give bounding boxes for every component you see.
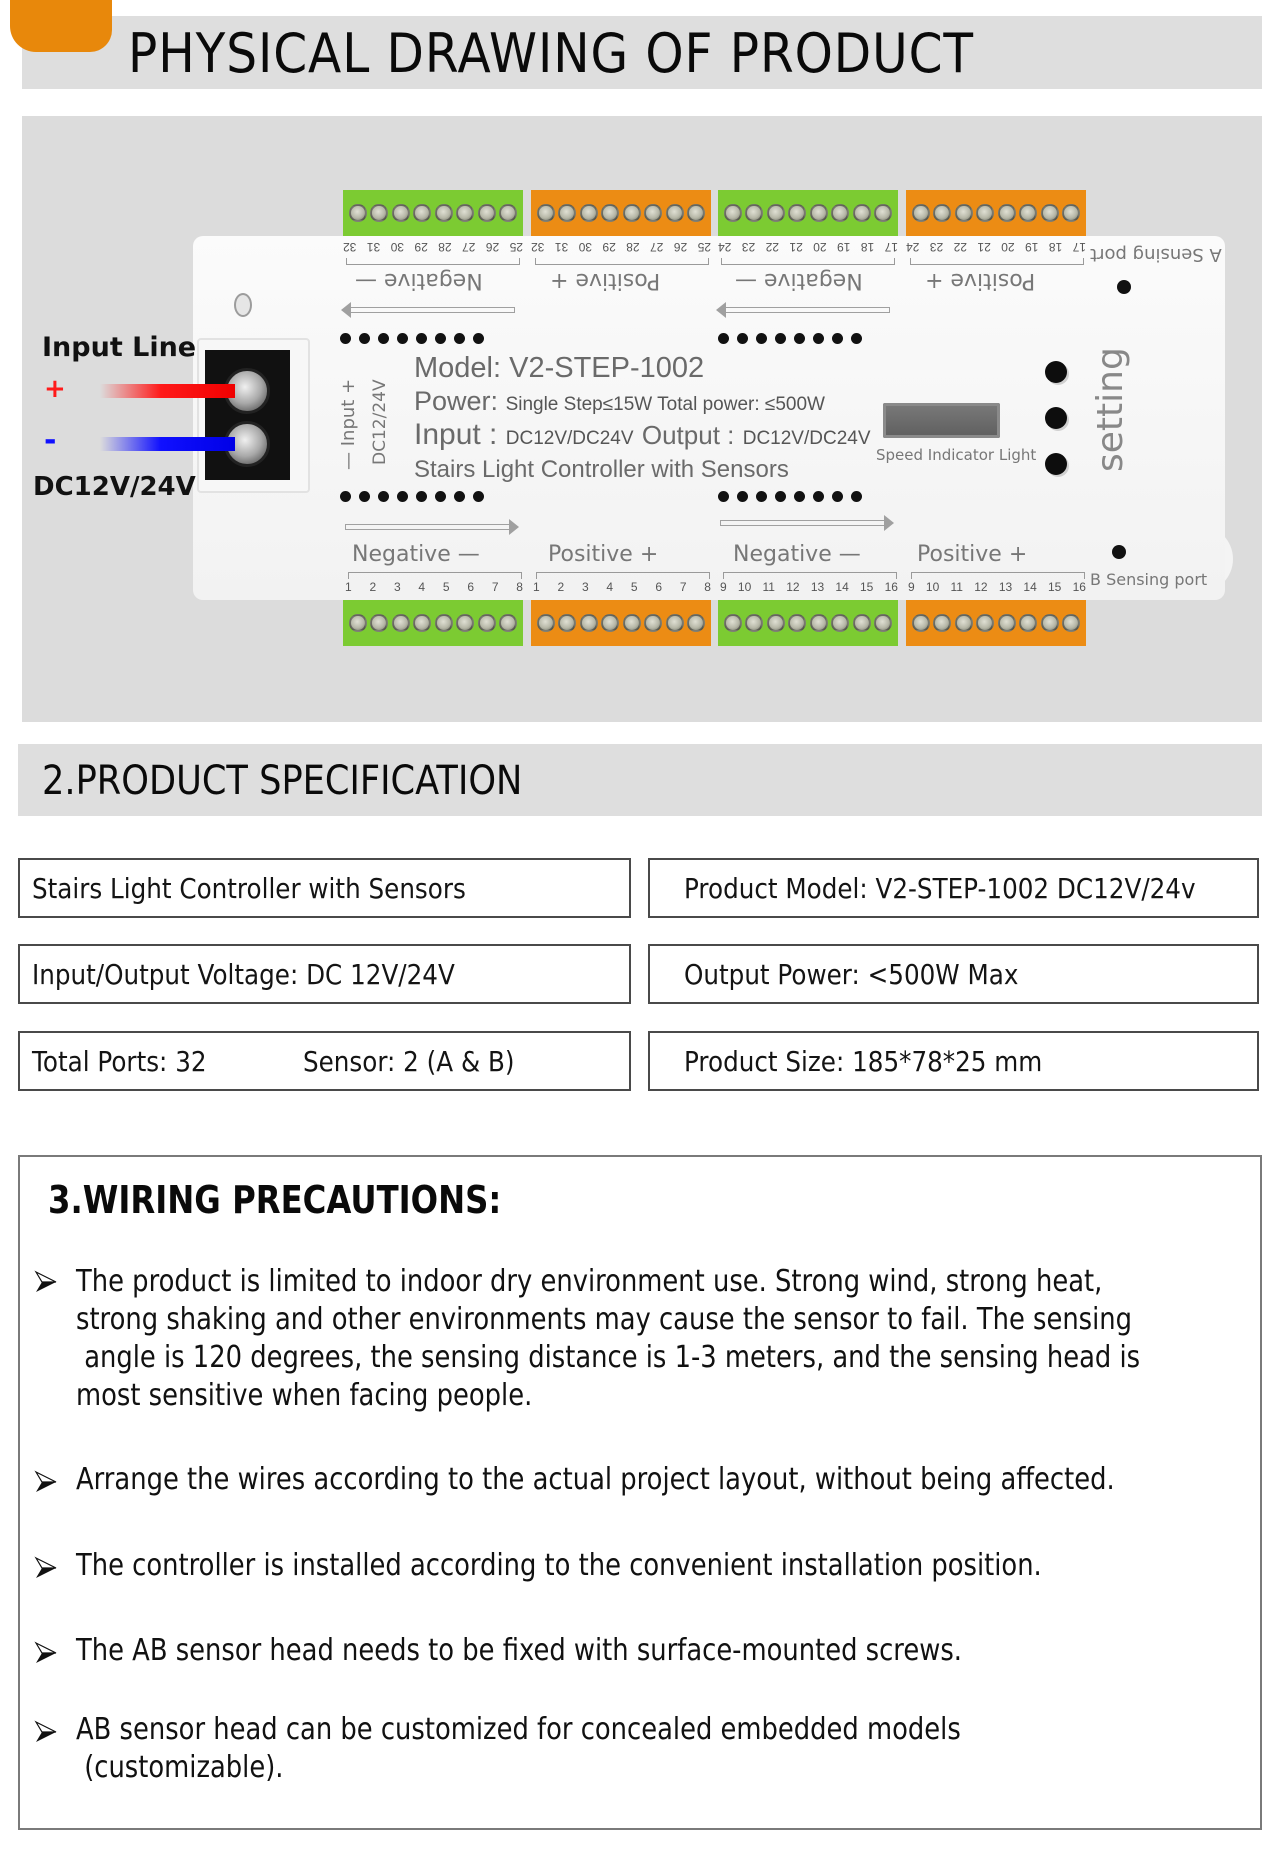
led-dot <box>473 333 484 344</box>
bottom-negative-label-1 <box>352 542 480 567</box>
port-number: 9 <box>908 580 915 594</box>
led-dot <box>397 491 408 502</box>
precaution-line: angle is 120 degrees, the sensing distance is 1-3 meters, and the sensing head is <box>76 1340 1141 1375</box>
mounting-hole-icon <box>234 293 252 317</box>
terminal-screw-icon <box>558 614 576 632</box>
terminal-block-bottom-negative-1-8 <box>343 600 523 646</box>
port-number: 21 <box>977 240 991 254</box>
bracket <box>910 258 1084 265</box>
led-dot <box>416 491 427 502</box>
port-number: 1 <box>533 580 540 594</box>
arrowhead-bullet-icon <box>34 1556 58 1580</box>
port-number: 9 <box>720 580 727 594</box>
led-dot <box>359 333 370 344</box>
arrow-left-icon <box>725 307 890 313</box>
bottom-positive-label-2 <box>917 542 1027 567</box>
arrowhead-bullet-icon <box>34 1470 58 1494</box>
terminal-screw-icon <box>435 204 453 222</box>
led-dot <box>340 491 351 502</box>
port-number: 18 <box>860 240 875 254</box>
port-number: 8 <box>516 580 523 594</box>
led-dot <box>359 491 370 502</box>
port-number: 11 <box>950 580 963 594</box>
negative-text: Negative <box>384 268 483 293</box>
spec-text: Product Size: 185*78*25 mm <box>684 1044 1043 1078</box>
terminal-screw-icon <box>788 614 806 632</box>
led-dot <box>756 491 767 502</box>
top-positive-label-1 <box>550 268 660 293</box>
bracket <box>346 258 520 265</box>
spec-cell-output-power <box>648 944 1259 1004</box>
port-number: 22 <box>953 240 968 254</box>
negative-text: Negative <box>764 268 863 293</box>
orange-accent-tab <box>10 0 112 52</box>
terminal-screw-icon <box>1062 204 1080 222</box>
terminal-screw-icon <box>478 614 496 632</box>
terminal-screw-icon <box>413 614 431 632</box>
section3-title: 3.WIRING PRECAUTIONS: <box>48 1178 502 1222</box>
terminal-screw-icon <box>601 204 619 222</box>
spec-cell-voltage <box>18 944 631 1004</box>
led-dot-row <box>718 491 862 502</box>
port-number: 20 <box>1001 240 1015 254</box>
terminal-screw-icon <box>745 204 763 222</box>
led-dot <box>378 333 389 344</box>
port-number: 1 <box>345 580 352 594</box>
bracket <box>535 258 709 265</box>
arrowhead-bullet-icon <box>34 1641 58 1665</box>
terminal-screw-icon <box>1062 614 1080 632</box>
led-dot <box>397 333 408 344</box>
terminal-screw-icon <box>933 614 951 632</box>
input-voltage-label: DC12V/24V <box>33 472 196 502</box>
output-value: DC12V/DC24V <box>742 428 871 449</box>
port-number: 30 <box>390 240 405 254</box>
led-dot <box>794 333 805 344</box>
port-number: 10 <box>925 580 940 594</box>
port-number: 10 <box>737 580 752 594</box>
led-dot <box>832 491 843 502</box>
port-number: 16 <box>884 580 898 594</box>
led-dot <box>737 333 748 344</box>
spec-text: Stairs Light Controller with Sensors <box>32 871 466 905</box>
terminal-screw-icon <box>998 204 1016 222</box>
minus-sign: — <box>838 542 861 567</box>
terminal-screw-icon <box>623 204 641 222</box>
plus-sign: + <box>550 268 569 293</box>
precaution-line: The AB sensor head needs to be fixed with surface-mounted screws. <box>76 1633 962 1668</box>
terminal-block-top-negative-25-32 <box>343 190 523 236</box>
terminal-screw-icon <box>392 204 410 222</box>
led-dot <box>813 491 824 502</box>
led-dot <box>435 333 446 344</box>
top-group1-numbers <box>343 240 523 254</box>
led-dot-row <box>718 333 862 344</box>
top-negative-label-1 <box>355 268 483 293</box>
setting-button-1[interactable] <box>1045 361 1067 383</box>
b-sensing-port-label: B Sensing port <box>1090 570 1208 589</box>
terminal-screw-icon <box>1041 204 1059 222</box>
terminal-screw-icon <box>810 614 828 632</box>
terminal-screw-icon <box>976 614 994 632</box>
power-key: Power: <box>414 386 499 416</box>
port-number: 3 <box>581 580 589 594</box>
terminal-screw-icon <box>687 614 705 632</box>
port-number: 26 <box>673 240 688 254</box>
port-number: 23 <box>741 240 756 254</box>
port-number: 4 <box>606 580 614 594</box>
terminal-screw-icon <box>831 204 849 222</box>
port-number: 5 <box>442 580 450 594</box>
terminal-screw-icon <box>666 614 684 632</box>
bottom-group3-numbers <box>720 580 898 594</box>
power-value: Single Step≤15W Total power: ≤500W <box>505 394 825 415</box>
led-dot <box>813 333 824 344</box>
led-dot <box>775 333 786 344</box>
spec-cell-ports-sensor <box>18 1031 631 1091</box>
port-number: 21 <box>789 240 803 254</box>
precaution-line: Arrange the wires according to the actual project layout, without being affected. <box>76 1462 1115 1497</box>
port-number: 32 <box>531 240 545 254</box>
bracket <box>911 572 1085 579</box>
top-group3-numbers <box>718 240 898 254</box>
board-input-voltage: DC12/24V <box>370 379 390 465</box>
input-line-label: Input Line <box>42 332 197 363</box>
setting-button-2[interactable] <box>1045 407 1067 429</box>
minus-symbol: - <box>44 423 57 458</box>
positive-text: Positive <box>548 542 633 567</box>
positive-text: Positive <box>575 268 661 293</box>
arrow-right-icon <box>345 524 510 530</box>
board-product-name: Stairs Light Controller with Sensors <box>414 456 789 483</box>
terminal-screw-icon <box>976 204 994 222</box>
terminal-screw-icon <box>767 204 785 222</box>
arrow-left-icon <box>350 307 515 313</box>
model-value: V2-STEP-1002 <box>509 352 705 384</box>
port-number: 2 <box>557 580 565 594</box>
terminal-screw-icon <box>456 614 474 632</box>
power-line <box>414 386 825 417</box>
led-dot <box>832 333 843 344</box>
setting-label: setting <box>1090 347 1131 472</box>
port-number: 24 <box>906 240 920 254</box>
terminal-screw-icon <box>392 614 410 632</box>
spec-cell-product-model <box>648 858 1259 918</box>
port-number: 4 <box>418 580 426 594</box>
terminal-block-top-positive-17-24 <box>906 190 1086 236</box>
led-dot <box>794 491 805 502</box>
terminal-screw-icon <box>537 204 555 222</box>
bracket <box>348 572 522 579</box>
precaution-line: (customizable). <box>76 1750 284 1785</box>
terminal-screw-icon <box>788 204 806 222</box>
terminal-screw-icon <box>499 614 517 632</box>
terminal-block-bottom-positive-9-16 <box>906 600 1086 646</box>
terminal-screw-icon <box>767 614 785 632</box>
bottom-negative-label-2 <box>733 542 861 567</box>
led-dot-row <box>340 333 484 344</box>
led-dot <box>718 333 729 344</box>
terminal-screw-icon <box>580 614 598 632</box>
port-number: 6 <box>467 580 475 594</box>
port-number: 27 <box>462 240 476 254</box>
spec-text: Product Model: V2-STEP-1002 DC12V/24v <box>684 871 1196 905</box>
port-number: 15 <box>860 580 874 594</box>
port-number: 13 <box>810 580 825 594</box>
terminal-screw-icon <box>724 204 742 222</box>
terminal-screw-icon <box>623 614 641 632</box>
terminal-screw-icon <box>558 204 576 222</box>
negative-text: Negative <box>733 542 832 567</box>
bottom-positive-label-1 <box>548 542 658 567</box>
led-dot <box>473 491 484 502</box>
arrowhead-bullet-icon <box>34 1720 58 1744</box>
input-output-line <box>414 418 871 452</box>
terminal-screw-icon <box>1019 614 1037 632</box>
terminal-screw-icon <box>1019 204 1037 222</box>
led-dot <box>851 333 862 344</box>
port-number: 25 <box>697 240 711 254</box>
port-number: 13 <box>998 580 1013 594</box>
section1-title: PHYSICAL DRAWING OF PRODUCT <box>128 22 974 85</box>
port-number: 12 <box>786 580 800 594</box>
precaution-line: The controller is installed according to the convenient installation position. <box>76 1548 1042 1583</box>
port-number: 31 <box>554 240 569 254</box>
port-number: 14 <box>835 580 849 594</box>
board-input-label <box>338 379 359 470</box>
led-dot <box>435 491 446 502</box>
led-dot <box>378 491 389 502</box>
terminal-screw-icon <box>955 204 973 222</box>
section2-title: 2.PRODUCT SPECIFICATION <box>42 758 523 804</box>
port-number: 19 <box>1025 240 1039 254</box>
terminal-screw-icon <box>666 204 684 222</box>
bracket <box>536 572 710 579</box>
terminal-screw-icon <box>644 614 662 632</box>
port-number: 22 <box>765 240 780 254</box>
port-number: 31 <box>366 240 381 254</box>
terminal-screw-icon <box>370 614 388 632</box>
minus-sign: — <box>338 452 359 470</box>
precaution-line: The product is limited to indoor dry environment use. Strong wind, strong heat, <box>76 1264 1103 1299</box>
b-sensing-port-hole <box>1112 545 1126 559</box>
port-number: 11 <box>762 580 775 594</box>
led-dot <box>454 333 465 344</box>
spec-sensor: Sensor: 2 (A & B) <box>303 1044 515 1078</box>
spec-total-ports: Total Ports: 32 <box>32 1044 207 1078</box>
a-sensing-port-hole <box>1117 280 1131 294</box>
terminal-screw-icon <box>874 204 892 222</box>
positive-text: Positive <box>917 542 1002 567</box>
led-dot <box>775 491 786 502</box>
led-dot <box>454 491 465 502</box>
bracket <box>721 258 895 265</box>
terminal-block-top-negative-17-24 <box>718 190 898 236</box>
led-dot <box>756 333 767 344</box>
spec-cell-product-size <box>648 1031 1259 1091</box>
port-number: 3 <box>393 580 401 594</box>
terminal-screw-icon <box>601 614 619 632</box>
bottom-group1-numbers <box>345 580 523 594</box>
positive-text: Positive <box>950 268 1036 293</box>
plus-sign: + <box>639 542 659 567</box>
led-dot <box>416 333 427 344</box>
port-number: 2 <box>369 580 377 594</box>
positive-wire <box>100 384 235 398</box>
spec-text: Input/Output Voltage: DC 12V/24V <box>32 957 455 991</box>
terminal-screw-icon <box>853 614 871 632</box>
port-number: 28 <box>626 240 640 254</box>
terminal-screw-icon <box>853 204 871 222</box>
terminal-block-top-positive-25-32 <box>531 190 711 236</box>
input-value: DC12V/DC24V <box>505 428 634 449</box>
spec-text: Output Power: <500W Max <box>684 957 1019 991</box>
port-number: 32 <box>343 240 357 254</box>
terminal-screw-icon <box>456 204 474 222</box>
terminal-block-bottom-positive-1-8 <box>531 600 711 646</box>
terminal-screw-icon <box>912 614 930 632</box>
spec-cell-product-name <box>18 858 631 918</box>
a-sensing-port-label: A Sensing port <box>1090 244 1222 265</box>
model-key: Model: <box>414 352 502 384</box>
port-number: 23 <box>929 240 944 254</box>
plus-symbol: + <box>44 374 66 404</box>
bracket <box>723 572 897 579</box>
minus-sign: — <box>457 542 480 567</box>
port-number: 17 <box>884 240 898 254</box>
port-number: 16 <box>1072 580 1086 594</box>
led-dot <box>718 491 729 502</box>
port-number: 28 <box>438 240 452 254</box>
model-line <box>414 352 704 385</box>
led-dot <box>340 333 351 344</box>
speed-indicator-label: Speed Indicator Light <box>876 446 1037 464</box>
terminal-screw-icon <box>687 204 705 222</box>
port-number: 24 <box>718 240 732 254</box>
port-number: 6 <box>655 580 663 594</box>
terminal-screw-icon <box>580 204 598 222</box>
plus-sign: + <box>338 378 359 394</box>
terminal-screw-icon <box>349 614 367 632</box>
terminal-screw-icon <box>874 614 892 632</box>
plus-sign: + <box>1008 542 1028 567</box>
terminal-screw-icon <box>933 204 951 222</box>
terminal-screw-icon <box>955 614 973 632</box>
terminal-block-bottom-negative-9-16 <box>718 600 898 646</box>
output-key: Output : <box>641 420 735 450</box>
plus-sign: + <box>925 268 944 293</box>
top-group2-numbers <box>531 240 711 254</box>
top-positive-label-2 <box>925 268 1035 293</box>
port-number: 8 <box>704 580 711 594</box>
top-negative-label-2 <box>735 268 863 293</box>
port-number: 29 <box>602 240 616 254</box>
port-number: 19 <box>837 240 851 254</box>
port-number: 12 <box>974 580 988 594</box>
speed-indicator-led <box>883 403 1000 438</box>
minus-sign: — <box>735 268 757 293</box>
port-number: 17 <box>1072 240 1086 254</box>
port-number: 15 <box>1048 580 1062 594</box>
terminal-screw-icon <box>413 204 431 222</box>
terminal-screw-icon <box>349 204 367 222</box>
terminal-screw-icon <box>644 204 662 222</box>
minus-sign: — <box>355 268 377 293</box>
arrow-right-icon <box>720 520 885 526</box>
input-text: Input <box>338 399 359 447</box>
port-number: 14 <box>1023 580 1037 594</box>
port-number: 5 <box>630 580 638 594</box>
terminal-screw-icon <box>478 204 496 222</box>
led-dot-row <box>340 491 484 502</box>
bottom-group4-numbers <box>908 580 1086 594</box>
top-group4-numbers <box>906 240 1086 254</box>
terminal-screw-icon <box>810 204 828 222</box>
port-number: 29 <box>414 240 428 254</box>
terminal-screw-icon <box>435 614 453 632</box>
terminal-screw-icon <box>831 614 849 632</box>
arrowhead-bullet-icon <box>34 1270 58 1294</box>
bottom-group2-numbers <box>533 580 711 594</box>
precaution-line: strong shaking and other environments may cause the sensor to fail. The sensing <box>76 1302 1133 1337</box>
port-number: 27 <box>650 240 664 254</box>
negative-text: Negative <box>352 542 451 567</box>
terminal-screw-icon <box>724 614 742 632</box>
negative-wire <box>100 437 235 451</box>
terminal-screw-icon <box>912 204 930 222</box>
setting-button-3[interactable] <box>1045 453 1067 475</box>
terminal-screw-icon <box>745 614 763 632</box>
terminal-screw-icon <box>998 614 1016 632</box>
port-number: 26 <box>485 240 500 254</box>
terminal-screw-icon <box>499 204 517 222</box>
led-dot <box>737 491 748 502</box>
terminal-screw-icon <box>1041 614 1059 632</box>
port-number: 20 <box>813 240 827 254</box>
port-number: 18 <box>1048 240 1063 254</box>
precaution-line: most sensitive when facing people. <box>76 1378 533 1413</box>
port-number: 7 <box>679 580 687 594</box>
port-number: 30 <box>578 240 593 254</box>
terminal-screw-icon <box>370 204 388 222</box>
terminal-screw-icon <box>537 614 555 632</box>
port-number: 7 <box>491 580 499 594</box>
precaution-line: AB sensor head can be customized for concealed embedded models <box>76 1712 961 1747</box>
led-dot <box>851 491 862 502</box>
input-key: Input : <box>414 418 498 451</box>
port-number: 25 <box>509 240 523 254</box>
